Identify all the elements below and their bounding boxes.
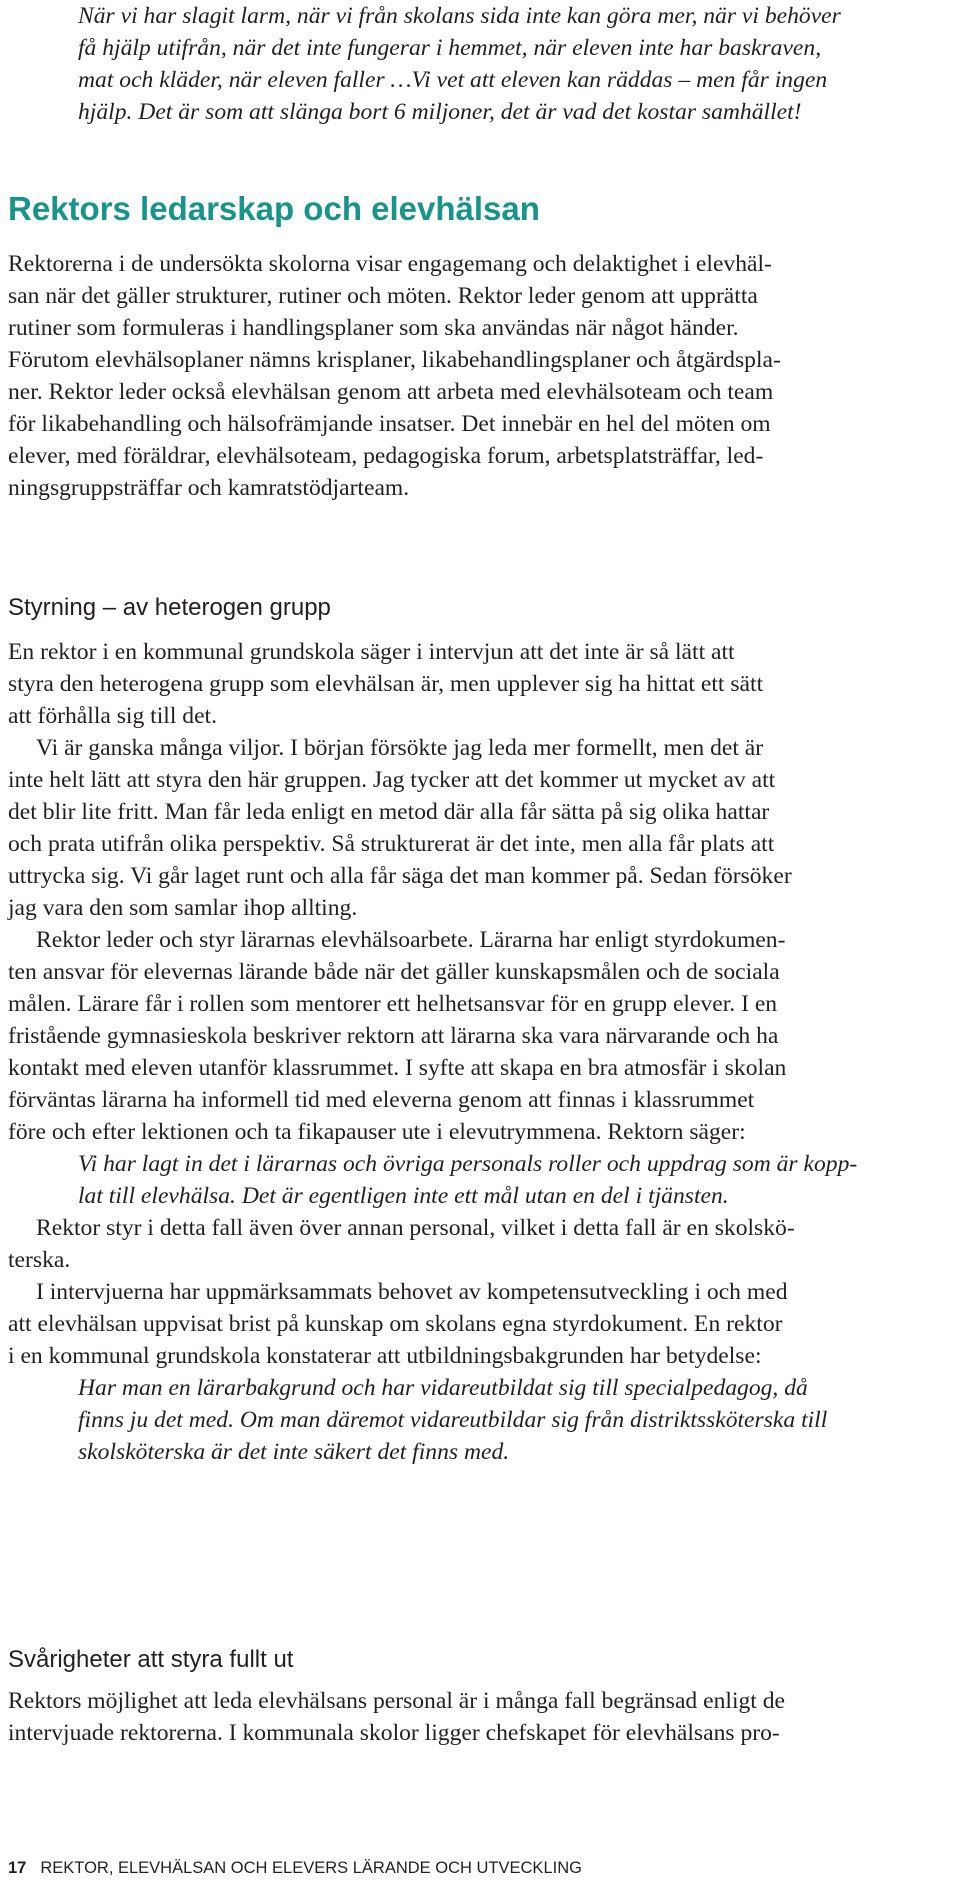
text-line: rutiner som formuleras i handlingsplaner som ska användas när något händer. xyxy=(8,315,739,341)
quote-line: När vi har slagit larm, när vi från skolans sida inte kan göra mer, när vi behöver xyxy=(78,3,841,29)
block-quote-line: skolsköterska är det inte säkert det finns med. xyxy=(78,1439,510,1465)
body-block-svarigheter xyxy=(8,1685,952,1749)
text-line: intervjuade rektorerna. I kommunala skolor ligger chefskapet för elevhälsans pro- xyxy=(8,1720,780,1746)
text-line: och prata utifrån olika perspektiv. Så strukturerat är det inte, men alla får plats att xyxy=(8,831,775,857)
text-line: styra den heterogena grupp som elevhälsan är, men upplever sig ha hittat ett sätt xyxy=(8,671,764,697)
text-line: En rektor i en kommunal grundskola säger i intervjun att det inte är så lätt att xyxy=(8,639,735,665)
block-quote-line: finns ju det med. Om man däremot vidareutbildar sig från distriktssköterska till xyxy=(78,1407,828,1433)
text-line: att elevhälsan uppvisat brist på kunskap om skolans egna styrdokument. En rektor xyxy=(8,1311,783,1337)
section-paragraph xyxy=(8,248,952,504)
text-line: det blir lite fritt. Man får leda enligt en metod där alla får sätta på sig olika hattar xyxy=(8,799,770,825)
block-quote-line: Vi har lagt in det i lärarnas och övriga personals roller och uppdrag som är kopp- xyxy=(78,1151,858,1177)
text-line: terska. xyxy=(8,1247,71,1273)
subheading-styrning: Styrning – av heterogen grupp xyxy=(8,594,331,621)
quote-line: få hjälp utifrån, när det inte fungerar i hemmet, när eleven inte har baskraven, xyxy=(78,35,822,61)
block-quote-line: Har man en lärarbakgrund och har vidareutbildat sig till specialpedagog, då xyxy=(78,1375,808,1401)
page-number: 17 xyxy=(8,1859,27,1877)
text-line: Vi är ganska många viljor. I början försökte jag leda mer formellt, men det är xyxy=(36,735,764,761)
subheading-svarigheter: Svårigheter att styra fullt ut xyxy=(8,1646,294,1673)
text-line: jag vara den som samlar ihop allting. xyxy=(8,895,358,921)
text-line: att förhålla sig till det. xyxy=(8,703,218,729)
text-line: kontakt med eleven utanför klassrummet. I syfte att skapa en bra atmosfär i skolan xyxy=(8,1055,787,1081)
text-line: före och efter lektionen och ta fikapauser ute i elevutrymmena. Rektorn säger: xyxy=(8,1119,746,1145)
text-line: Rektorerna i de undersökta skolorna visar engagemang och delaktighet i elevhäl- xyxy=(8,251,772,277)
text-line: målen. Lärare får i rollen som mentorer ett helhetsansvar för en grupp elever. I en xyxy=(8,991,778,1017)
text-line: ner. Rektor leder också elevhälsan genom att arbeta med elevhälsoteam och team xyxy=(8,379,774,405)
quote-line: hjälp. Det är som att slänga bort 6 miljoner, det är vad det kostar samhället! xyxy=(78,99,802,125)
text-line: för likabehandling och hälsofrämjande insatser. Det innebär en hel del möten om xyxy=(8,411,771,437)
text-line: ten ansvar för elevernas lärande både när det gäller kunskapsmålen och de sociala xyxy=(8,959,780,985)
text-line: uttrycka sig. Vi går laget runt och alla får säga det man kommer på. Sedan försöker xyxy=(8,863,792,889)
text-line: förväntas lärarna ha informell tid med eleverna genom att finnas i klassrummet xyxy=(8,1087,755,1113)
text-line: fristående gymnasieskola beskriver rektorn att lärarna ska vara närvarande och ha xyxy=(8,1023,779,1049)
text-line: elever, med föräldrar, elevhälsoteam, pedagogiska forum, arbetsplatsträffar, led- xyxy=(8,443,764,469)
text-line: i en kommunal grundskola konstaterar att utbildningsbakgrunden har betydelse: xyxy=(8,1343,762,1369)
text-line: san när det gäller strukturer, rutiner och möten. Rektor leder genom att upprätta xyxy=(8,283,758,309)
text-line: Förutom elevhälsoplaner nämns krisplaner, likabehandlingsplaner och åtgärdspla- xyxy=(8,347,781,373)
block-quote-line: lat till elevhälsa. Det är egentligen inte ett mål utan en del i tjänsten. xyxy=(78,1183,729,1209)
body-block-styrning xyxy=(8,636,952,1468)
text-line: ningsgruppsträffar och kamratstödjarteam. xyxy=(8,475,410,501)
document-page xyxy=(8,0,952,1884)
text-line: I intervjuerna har uppmärksammats behovet av kompetensutveckling i och med xyxy=(36,1279,788,1305)
running-title: REKTOR, ELEVHÄLSAN OCH ELEVERS LÄRANDE OCH UTVECKLING xyxy=(40,1859,582,1877)
text-line: Rektor leder och styr lärarnas elevhälsoarbete. Lärarna har enligt styrdokumen- xyxy=(36,927,786,953)
section-title: Rektors ledarskap och elevhälsan xyxy=(8,190,540,227)
text-line: Rektor styr i detta fall även över annan personal, vilket i detta fall är en skolskö- xyxy=(36,1215,795,1241)
page-footer xyxy=(8,1858,582,1878)
text-line: inte helt lätt att styra den här gruppen. Jag tycker att det kommer ut mycket av att xyxy=(8,767,776,793)
quote-line: mat och kläder, när eleven faller …Vi vet att eleven kan räddas – men får ingen xyxy=(78,67,828,93)
text-line: Rektors möjlighet att leda elevhälsans personal är i många fall begränsad enligt de xyxy=(8,1688,786,1714)
intro-quote xyxy=(78,0,958,128)
